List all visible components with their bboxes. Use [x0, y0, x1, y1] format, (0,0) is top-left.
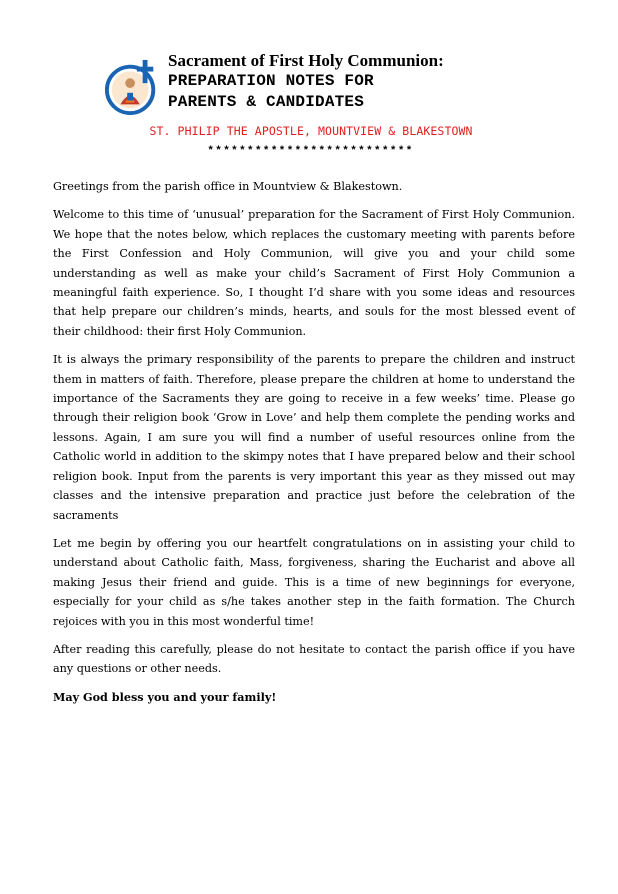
title-line-2: PREPARATION NOTES FOR	[168, 72, 374, 90]
body-paragraph: It is always the primary responsibility of the parents to prepare the children and instruct them in matters of faith. Therefore, please prepare the children at home to understand the importance of the Sacraments they are going to receive in a few weeks’ time. Please go through their religion book ‘Grow in Love’ and help them complete the pending works and lessons. Again, I am sure you will find a number of useful resources online from the Catholic world in addition to the skimpy notes that I have prepared below and their school religion book. Input from the parents is very important this year as they missed out may classes and the intensive preparation and practice just before the celebration of the sacraments	[53, 353, 575, 522]
parish-logo-icon	[104, 58, 162, 116]
body-paragraph: Let me begin by offering you our heartfelt congratulations on in assisting your child to understand about Catholic faith, Mass, forgiveness, sharing the Eucharist and above all making Jesus their friend and guide. This is a time of new beginnings for everyone, especially for your child as s/he takes another step in the faith formation. The Church rejoices with you in this most wonderful time!	[53, 536, 575, 628]
body-paragraph: Welcome to this time of ‘unusual’ preparation for the Sacrament of First Holy Communion. We hope that the notes below, which replaces the customary meeting with parents before the First Confession and Holy Communion, will give you and your child some understanding as well as make your child’s Sacrament of First Holy Communion a meaningful faith experience. So, I thought I’d share with you some ideas and resources that help prepare our children’s minds, hearts, and souls for the most blessed event of their childhood: their first Holy Communion.	[53, 208, 575, 338]
document-title	[168, 51, 568, 113]
closing-blessing: May God bless you and your family!	[53, 689, 277, 704]
parish-name: ST. PHILIP THE APOSTLE, MOUNTVIEW & BLAKESTOWN	[149, 124, 473, 138]
greeting-paragraph: Greetings from the parish office in Mountview & Blakestown.	[53, 180, 403, 193]
body-paragraph: After reading this carefully, please do not hesitate to contact the parish office if you have any questions or other needs.	[53, 642, 575, 676]
letter-body	[53, 177, 575, 716]
star-divider: * * * * * * * * * * * * * * * * * * * * * * * * * *	[208, 144, 412, 156]
title-line-3: PARENTS & CANDIDATES	[168, 93, 365, 111]
title-line-1: Sacrament of First Holy Communion:	[168, 51, 444, 70]
